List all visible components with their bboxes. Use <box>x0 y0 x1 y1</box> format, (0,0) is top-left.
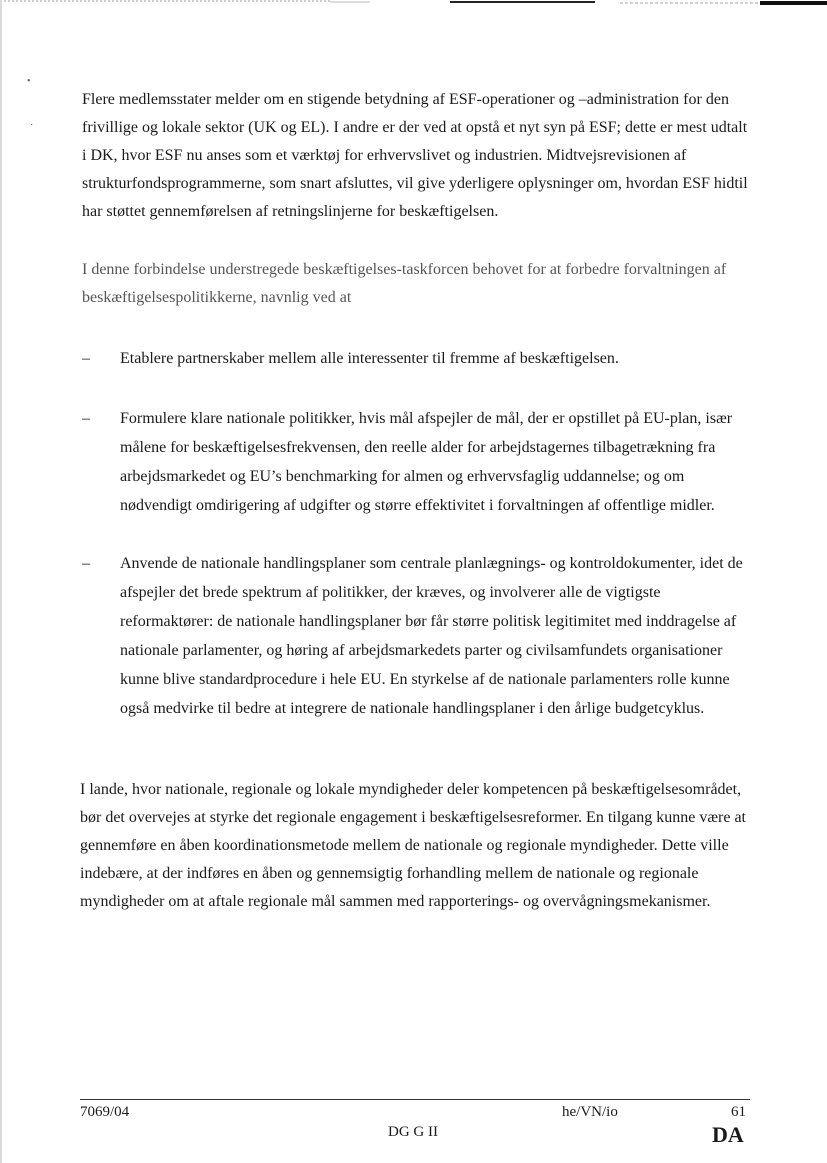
bullet-text: Anvende de nationale handlingsplaner som centrale planlægnings- og kontroldokumenter, idet de afspejler det brede spektrum af politikker, der kræves, og involverer alle de vigtigste reformaktører: de nationale handlingsplaner bør får større politisk legitimitet med inddragelse af nationale parlamenter, og høring af arbejdsmarkedets parter og civilsamfundets organisationer kunne blive standardprocedure i hele EU. En styrkelse af de nationale parlamenters rolle kunne også medvirke til bedre at integrere de nationale handlingsplaner i den årlige budgetcyklus. <box>120 555 743 717</box>
footer-page-number: 61 <box>731 1104 746 1120</box>
bullet-text: Formulere klare nationale politikker, hvis mål afspejler de mål, der er opstillet på EU-plan, især målene for beskæftigelsesfrekvensen, den reelle alder for arbejdstagernes tilbagetrækning fra arbejdsmarkedet og EU’s benchmarking for almen og erhvervsfaglig uddannelse; og om nødvendigt omdirigering af udgifter og større effektivitet i forvaltningen af offentlige midler. <box>120 410 733 514</box>
paragraph-taskforce: I denne forbindelse understregede beskæftigelses-taskforcen behovet for at forbedre forvaltningen af beskæftigelsespolitikkerne, navnlig ved at <box>82 261 727 306</box>
paragraph-esf: Flere medlemsstater melder om en stigende betydning af ESF-operationer og –administration for den frivillige og lokale sektor (UK og EL). I andre er der ved at opstå et nyt syn på ESF; dette er mest udtalt i DK, hvor ESF nu anses som et værktøj for erhvervslivet og industrien. Midtvejsrevisionen af strukturfondsprogrammerne, som snart afsluttes, vil give yderligere oplysninger om, hvordan ESF hidtil har støttet gennemførelsen af retningslinjerne for beskæftigelsen. <box>82 91 748 220</box>
bullet-dash: – <box>82 410 90 427</box>
footer-dg: DG G II <box>388 1124 438 1140</box>
footer-reference: he/VN/io <box>562 1104 618 1120</box>
bullet-text: Etablere partnerskaber mellem alle interessenter til fremme af beskæftigelsen. <box>120 350 619 367</box>
scan-speck: • <box>27 76 31 87</box>
footer-doc-code: 7069/04 <box>80 1104 130 1120</box>
scan-speck: · <box>30 120 34 131</box>
footer-language: DA <box>712 1122 744 1147</box>
scan-left-edge <box>0 0 2 1163</box>
footer-divider <box>80 1099 750 1100</box>
bullet-dash: – <box>82 555 90 572</box>
bullet-dash: – <box>82 350 90 367</box>
paragraph-regional: I lande, hvor nationale, regionale og lokale myndigheder deler kompetencen på beskæftigelsesområdet, bør det overvejes at styrke det regionale engagement i beskæftigelsesreformer. En tilgang kunne være at gennemføre en åben koordinationsmetode mellem de nationale og regionale myndigheder. Dette ville indebære, at der indføres en åben og gennemsigtig forhandling mellem de nationale og regionale myndigheder om at aftale regionale mål sammen med rapporterings- og overvågningsmekanismer. <box>80 781 746 910</box>
scan-edge-artifact <box>0 0 827 8</box>
